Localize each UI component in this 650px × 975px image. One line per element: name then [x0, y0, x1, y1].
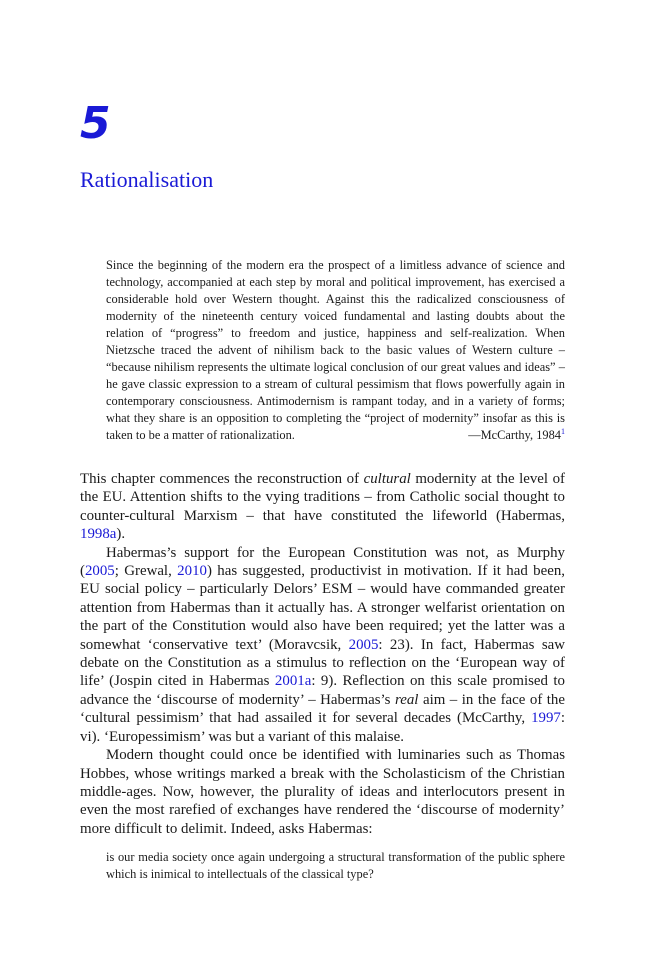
paragraph-2: [80, 544, 565, 746]
epigraph-text: Since the beginning of the modern era the prospect of a limitless advance of science and technology, accompanied at each step by moral and political improvement, has exercised a considerable hold over Western thought. Against this the radicalized consciousness of modernity of the nineteenth century voiced fundamental and lasting doubts about the relation of “progress” to freedom and justice, happiness and self-realization. When Nietzsche traced the advent of nihilism back to the basic values of Western culture – “because nihilism represents the ultimate logical conclusion of our great values and ideas” – he gave classic expression to a stream of cultural pessimism that flows powerfully again in contemporary consciousness. Antimodernism is rampant today, and in a variety of forms; what they share is an opposition to completing the “project of modernity” insofar as this is taken to be a matter of rationalization.: [106, 258, 565, 442]
text-run: Habermas’s support for the European Constitution was not, as Murphy (: [80, 544, 565, 580]
attribution-text: —McCarthy, 1984: [468, 428, 561, 442]
citation-link[interactable]: 2001a: [274, 673, 312, 690]
chapter-body: [80, 470, 565, 838]
text-run: : vi). ‘Europessimism’ was but a variant of this malaise.: [80, 710, 565, 745]
paragraph-3: Modern thought could once be identified with luminaries such as Thomas Hobbes, whose writings marked a break with the Scholasticism of the Christian middle-ages. Now, however, the plurality of ideas and interlocutors present in even the most rarefied of exchanges have rendered the ‘discourse of modernity’ more difficult to delimit. Indeed, asks Habermas:: [80, 747, 565, 837]
citation-link[interactable]: 2010: [177, 563, 207, 580]
epigraph: [106, 257, 565, 444]
text-run: ; Grewal,: [114, 563, 178, 580]
text-run: This chapter commences the reconstruction of: [80, 471, 364, 487]
text-run: : 9). Reflection on this scale promised to advance the ‘discourse of modernity’ – Habermas’s: [80, 673, 565, 708]
emphasis: real: [395, 691, 419, 708]
paragraph-1: [80, 470, 565, 544]
chapter-number: 5: [80, 98, 111, 149]
citation-link[interactable]: 2005: [84, 563, 115, 580]
citation-link[interactable]: 1997: [531, 710, 561, 727]
text-run: ) has suggested, productivist in motivation. If it had been, EU social policy – particularly Delors’ ESM – would have commanded greater attention from Habermas than it actually has. A stronger welfarist orientation on the part of the Constitution would also have been required; yet the latter was a somewhat ‘conservative text’ (Moravcsik,: [80, 563, 565, 653]
text-run: ).: [116, 526, 126, 543]
emphasis: cultural: [363, 471, 411, 487]
citation-link[interactable]: 1998a: [80, 526, 117, 543]
text-run: modernity at the level of the EU. Attention shifts to the vying traditions – from Catholic social thought to counter-cultural Marxism – that have constituted the lifeworld (Habermas,: [80, 471, 565, 524]
text-run: : 23). In fact, Habermas saw debate on the Constitution as a stimulus to reflection on the ‘European way of life’ (Jospin cited in Habermas: [80, 636, 565, 690]
block-quote: is our media society once again undergoing a structural transformation of the public sphere which is inimical to intellectuals of the classical type?: [106, 850, 565, 881]
text-run: aim – in the face of the ‘cultural pessimism’ that had assailed it for several decades (McCarthy,: [80, 691, 565, 727]
chapter-title: Rationalisation: [80, 167, 214, 192]
citation-link[interactable]: 2005: [348, 636, 379, 653]
footnote-marker[interactable]: 1: [561, 426, 565, 436]
